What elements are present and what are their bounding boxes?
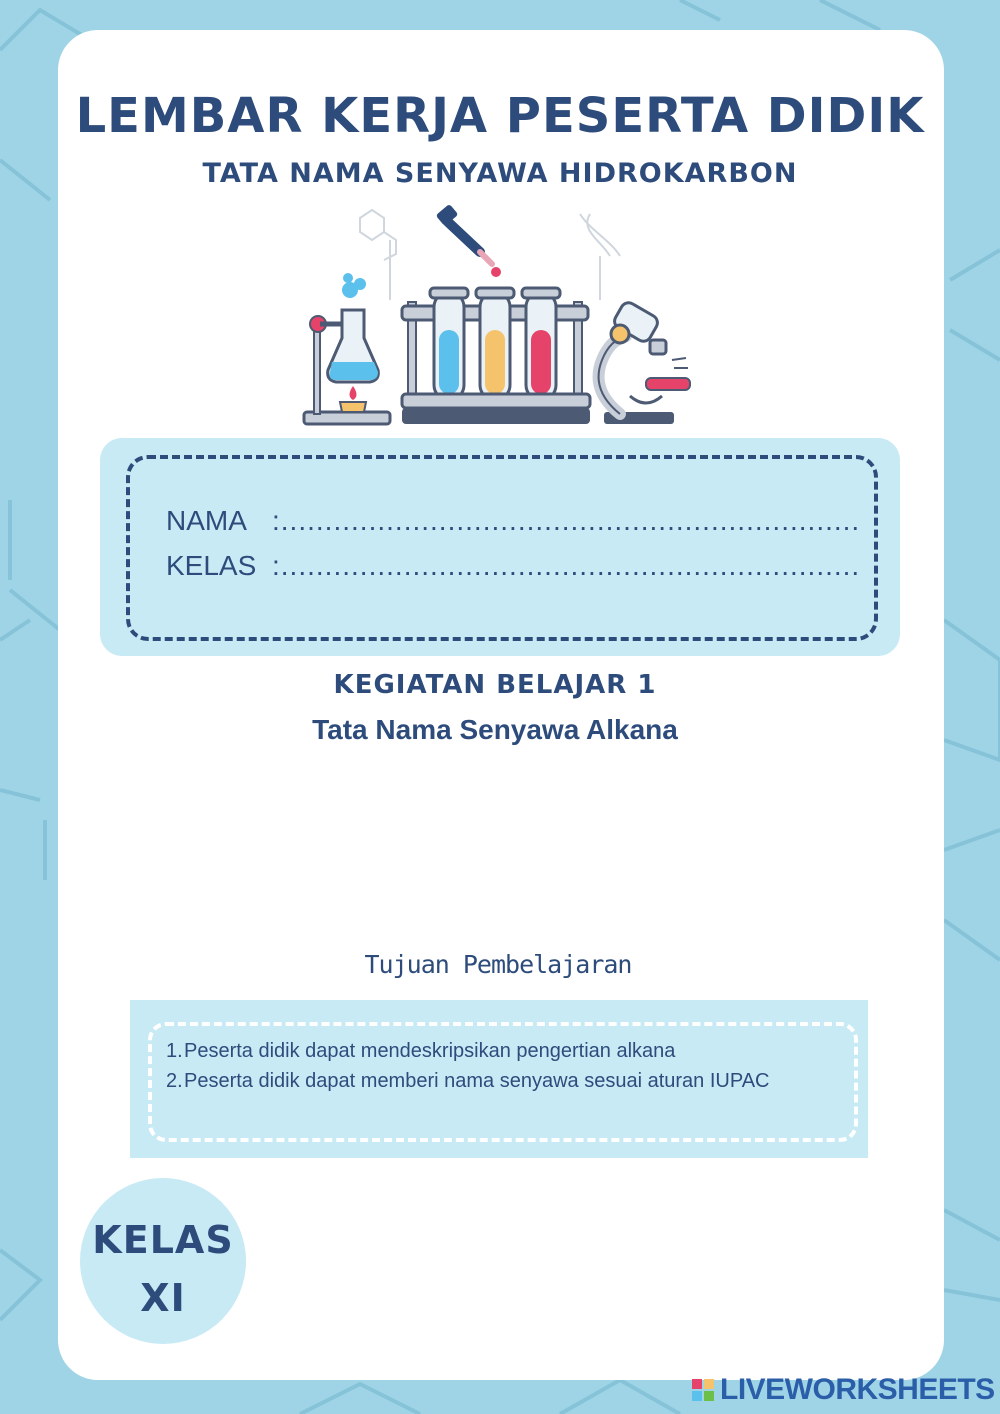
lab-equipment-illustration <box>290 200 710 435</box>
identity-dashed-frame <box>126 455 878 641</box>
list-item-number: 2. <box>166 1070 183 1092</box>
objectives-list <box>166 1036 826 1096</box>
liveworksheets-brand-text: LIVEWORKSHEETS <box>720 1373 995 1406</box>
class-badge-line2: XI <box>140 1276 186 1320</box>
name-field[interactable]: :.................................................................. <box>272 505 861 536</box>
objectives-title: Tujuan Pembelajaran <box>364 950 632 979</box>
class-badge <box>80 1178 246 1344</box>
page-subtitle: TATA NAMA SENYAWA HIDROKARBON <box>202 158 798 189</box>
name-label: NAMA <box>166 505 247 536</box>
list-item-text: Peserta didik dapat memberi nama senyawa sesuai aturan IUPAC <box>184 1070 770 1092</box>
list-item <box>166 1036 826 1066</box>
list-item-number: 1. <box>166 1040 183 1062</box>
liveworksheets-logo-icon <box>692 1379 714 1401</box>
class-badge-line1: KELAS <box>92 1218 234 1262</box>
student-identity-panel <box>100 438 900 656</box>
activity-topic: Tata Nama Senyawa Alkana <box>312 714 678 745</box>
list-item <box>166 1066 826 1096</box>
name-row <box>166 505 860 537</box>
page-title: LEMBAR KERJA PESERTA DIDIK <box>75 88 925 144</box>
class-field[interactable]: :.................................................................. <box>272 550 861 581</box>
objectives-panel <box>130 1000 868 1158</box>
class-label: KELAS <box>166 550 257 581</box>
liveworksheets-logo[interactable] <box>692 1374 995 1406</box>
class-row <box>166 550 860 582</box>
list-item-text: Peserta didik dapat mendeskripsikan pengertian alkana <box>184 1040 676 1062</box>
activity-heading: KEGIATAN BELAJAR 1 <box>333 670 657 700</box>
